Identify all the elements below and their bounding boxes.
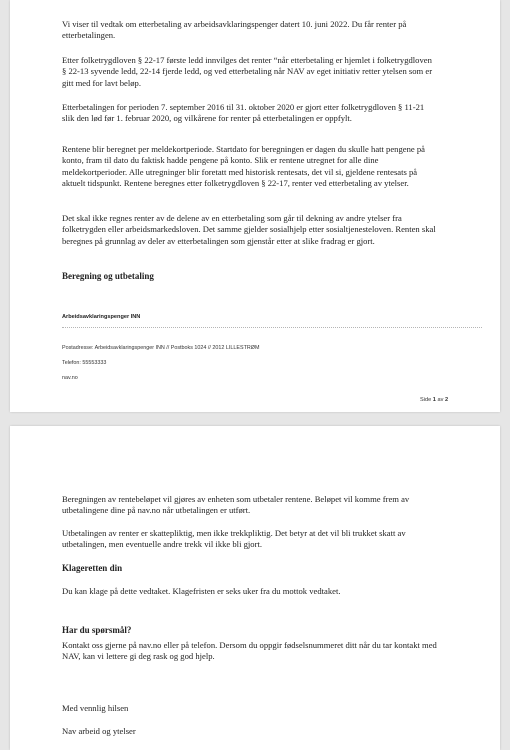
signature: Nav arbeid og ytelser (62, 726, 136, 736)
footer-phone: Telefon: 55553333 (62, 360, 107, 366)
section-heading-appeal: Klageretten din (62, 563, 123, 573)
paragraph-amount: Beregningen av rentebeløpet vil gjøres av enheten som utbetaler rentene. Beløpet vil komme frem av utbetalingene dine på nav.no når utbetalingen er utført. (62, 494, 410, 516)
letter-page-2 (10, 426, 500, 750)
footer-address: Postadresse: Arbeidsavklaringspenger INN // Postboks 1024 // 2012 LILLESTRØM (62, 345, 260, 351)
page-number-prefix: Side (420, 397, 432, 403)
page-number-of: av (437, 397, 444, 403)
closing-greeting: Med vennlig hilsen (62, 703, 129, 713)
letter-page-1 (10, 0, 500, 412)
page-number-total: 2 (444, 397, 449, 403)
footer-web: nav.no (62, 375, 78, 381)
paragraph-contact: Kontakt oss gjerne på nav.no eller på telefon. Dersom du oppgir fødselsnummeret ditt når du tar kontakt med NAV, kan vi lettere gi deg rask og god hjelp. (62, 640, 437, 662)
page-number (420, 397, 448, 403)
footer-org-name: Arbeidsavklaringspenger INN (62, 314, 141, 320)
footer-divider (62, 327, 482, 328)
page-number-current: 1 (432, 397, 436, 403)
section-heading-calculation: Beregning og utbetaling (62, 271, 154, 281)
paragraph-calculation: Rentene blir beregnet per meldekortperiode. Startdato for beregningen er dagen du skulle hatt pengene på konto, fram til dato du faktisk hadde pengene på konto. Slik er rentene utregnet for alle dine meldekortperioder. Alle utregninger blir foretatt med historisk rentesats, det vil si, gjeldene rentesats på aktuelt tidspunkt. Rentene beregnes etter folketrygdloven § 22-17, renter ved etterbetaling av ytelser. (62, 144, 425, 189)
paragraph-appeal: Du kan klage på dette vedtaket. Klagefristen er seks uker fra du mottok vedtaket. (62, 586, 341, 596)
paragraph-tax: Utbetalingen av renter er skattepliktig, men ikke trekkpliktig. Det betyr at det vil bli trukket skatt av utbetalingen, men eventuelle andre trekk vil ikke bli gjort. (62, 528, 406, 550)
paragraph-period: Etterbetalingen for perioden 7. september 2016 til 31. oktober 2020 er gjort etter folketrygdloven § 11-21 slik den lød før 1. februar 2020, og vilkårene for renter på etterbetalingen er oppfylt. (62, 102, 425, 124)
paragraph-legal-basis: Etter folketrygdloven § 22-17 første ledd innvilges det renter “når etterbetaling er hjemlet i folketrygdloven § 22-13 syvende ledd, 22-14 fjerde ledd, og ved etterbetaling når NAV av eget initiativ retter ytelsen som er gitt med for lavt beløp. (62, 55, 433, 88)
section-heading-questions: Har du spørsmål? (62, 625, 132, 635)
paragraph-deductions: Det skal ikke regnes renter av de delene av en etterbetaling som går til dekning av andre ytelser fra folketrygden eller arbeidsmarkedsloven. Det samme gjelder sosialhjelp etter sosialtjenesteloven. Renten skal beregnes på grunnlag av deler av etterbetalingen som gjenstår etter at slike fradrag er gjort. (62, 213, 436, 246)
paragraph-intro: Vi viser til vedtak om etterbetaling av arbeidsavklaringspenger datert 10. juni 2022. Du får renter på etterbetalingen. (62, 19, 407, 41)
